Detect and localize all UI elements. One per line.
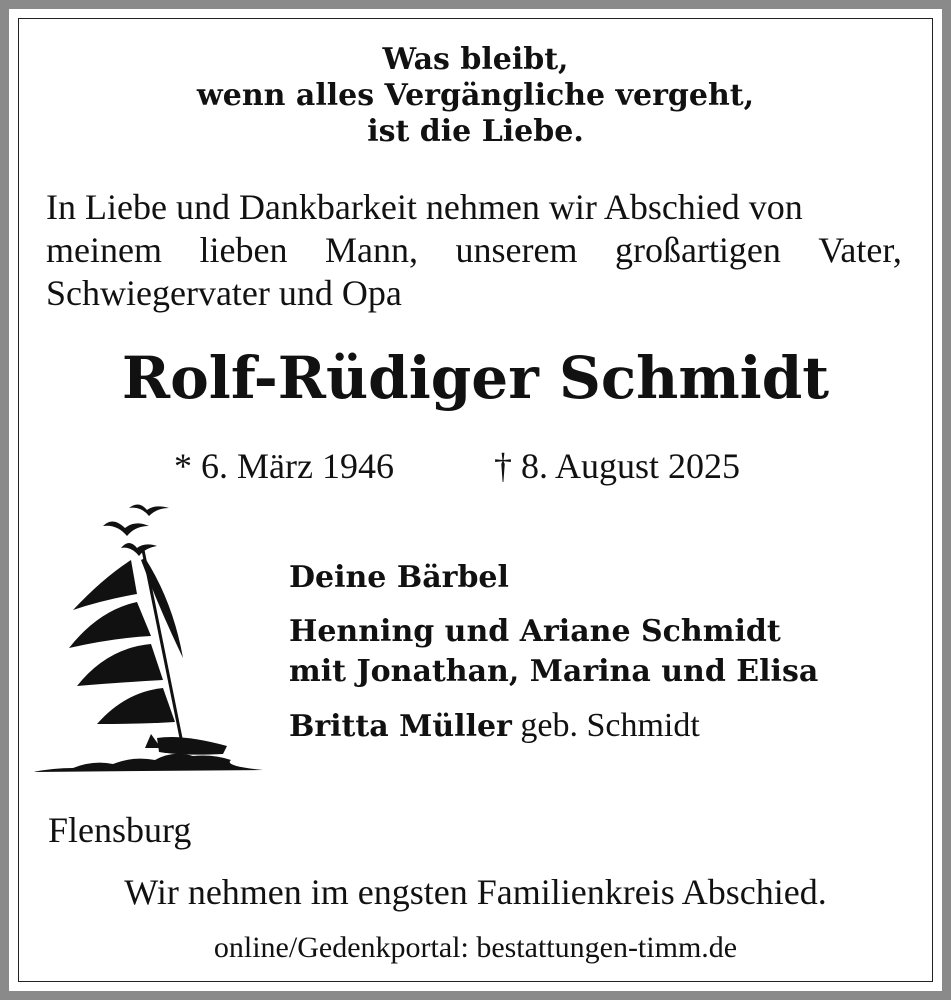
place: Flensburg [48, 810, 192, 850]
seagull-icon [121, 543, 157, 556]
intro-word: unserem [455, 230, 578, 270]
daughter-maiden-name: geb. Schmidt [511, 707, 700, 744]
intro-word: meinem [46, 230, 162, 270]
spouse: Deine Bärbel [289, 560, 509, 595]
memorial-portal-link: online/Gedenkportal: bestattungen-timm.de [213, 931, 738, 964]
intro-line-2 [46, 229, 902, 272]
daughter-name: Britta Müller [289, 709, 512, 744]
motto [0, 42, 951, 150]
deceased-name: Rolf-Rüdiger Schmidt [121, 344, 830, 412]
intro-line-1: In Liebe und Dankbarkeit nehmen wir Abschied von [46, 187, 803, 227]
intro-word: Mann, [324, 230, 418, 270]
birth-date: * 6. März 1946 [174, 446, 394, 486]
motto-line-3: ist die Liebe. [367, 114, 584, 149]
motto-line-2: wenn alles Vergängliche vergeht, [196, 78, 755, 113]
children-line-2: mit Jonathan, Marina und Elisa [289, 654, 819, 689]
intro-word: großartigen [614, 230, 781, 270]
farewell-note: Wir nehmen im engsten Familienkreis Abschied. [124, 872, 827, 912]
family-signatures [289, 558, 818, 747]
seagull-icon [129, 504, 169, 516]
intro-text [46, 186, 902, 315]
intro-word: Vater, [818, 230, 902, 270]
children-line-1: Henning und Ariane Schmidt [289, 614, 781, 649]
death-date: † 8. August 2025 [494, 446, 741, 486]
seagull-icon [103, 521, 149, 536]
sailing-ship-icon [33, 498, 263, 776]
daughter-line [289, 706, 818, 747]
intro-word: lieben [199, 230, 288, 270]
intro-line-3: Schwiegervater und Opa [46, 273, 402, 313]
motto-line-1: Was bleibt, [382, 42, 569, 77]
